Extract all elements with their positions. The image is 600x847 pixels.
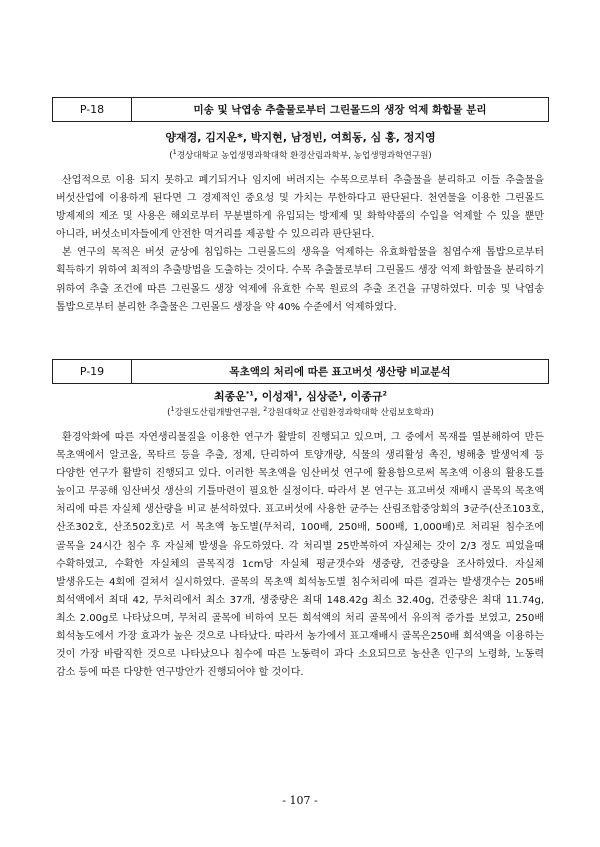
abstract-id: P-18 (53, 98, 132, 121)
affiliation-marker: 2 (263, 405, 268, 414)
author: 양재경 (165, 131, 198, 144)
abstract-title: 목초액의 처리에 따른 표고버섯 생산량 비교분석 (229, 366, 451, 378)
affiliation-marker: 1 (170, 405, 175, 414)
affiliation: ($^1$경상대학교 농업생명과학대학 환경산림과학부, 농업생명과학연구원) (169, 148, 432, 161)
author-marker: 2 (382, 389, 388, 398)
abstract-header-p18 (52, 97, 549, 122)
page-number: - 107 - (282, 794, 318, 807)
paragraph: 본 연구의 목적은 버섯 균상에 침입하는 그린몰드의 생육을 억제하는 유효화합물을 침엽수재 톱밥으로부터 획득하기 위하여 최적의 추출방법을 도출하는 것이다. 수목 추출물로부터 그린몰드 생장 억제 화합물을 분리하기 위하여 추출 조건에 따른 그린몰드 생장 억제에 유효한 수목 원료의 추출 조건을 규명하였다. 미송 및 낙엽송 톱밥으로부터 분리한 추출물은 그린몰드 생장을 약 40% 수준에서 억제하였다. (56, 247, 544, 313)
author-list: 최종운$^{*1}$, 이성재$^1$, 심상준$^1$, 이종규$^2$ (213, 389, 388, 403)
abstract-id: P-19 (53, 360, 132, 383)
author-list: 양재경, 김지운*, 박지현, 남정빈, 여희동, 심 홍, 정지영 (165, 131, 436, 144)
abstract-body (56, 429, 544, 682)
author-marker: 1 (338, 389, 343, 398)
abstract-title: 미송 및 낙엽송 추출물로부터 그린몰드의 생장 억제 화합물 분리 (193, 104, 487, 116)
author: 심상준 (306, 390, 339, 403)
author-marker: 1 (293, 389, 299, 398)
author: 정지영 (403, 131, 436, 144)
paragraph: 환경악화에 따른 자연생리물질을 이용한 연구가 활발히 진행되고 있으며, 그 중에서 목재를 열분해하여 만든 목초액에서 알코올, 목타르 등을 추출, 정제, 단리하여 토양개량, 식물의 생리활성 촉진, 병해충 발생억제 등 다양한 연구가 활발히 진행되고 있다. 이러한 목초액을 임산버섯 연구에 활용함으로써 목초액 이용의 활용도를 높이고 무공해 임산버섯 생산의 기틀마련이 필요한 실정이다. 따라서 본 연구는 표고버섯 재배시 골목의 목초액 처리에 따른 자실체 생산량을 비교 분석하였다. 표고버섯에 사용한 균주는 산림조합중앙회의 3균주(산조103호, 산조302호, 산조502호)로 서 목초액 농도별(무처리, 100배, 250배, 500배, 1,000배)로 처리된 침수조에 골목을 24시간 침수 후 자실체 발생을 유도하였다. 각 처리별 25반복하여 자실체는 갓이 2/3 정도 피었을때 수확하였고, 수확한 자실체의 골목직경 1cm당 자실체 평균갯수와 생중량, 건중량을 조사하였다. 자실체 발생유도는 4회에 걸쳐서 실시하였다. 골목의 목초액 희석농도별 침수처리에 따른 결과는 발생갯수는 205배 희석액에서 최대 42, 무처리에서 최소 37개, 생중량은 최대 148.42g 최소 32.40g, 건중량은 최대 11.74g, 최소 2.00g로 나타났으며, 무처리 골목에 비하여 모든 희석액의 처리 골목에서 유의적 증가를 보였고, 250배 희석농도에서 가장 효과가 높은 것으로 나타났다. 따라서 농가에서 표고재배시 골목은250배 희석액을 이용하는 것이 가장 바람직한 것으로 나타났으나 침수에 따른 노동력이 과다 소요되므로 농산촌 인구의 노령화, 노동력 감소 등에 따른 다양한 연구방안가 진행되어야 할 것이다. (56, 432, 544, 679)
author: 최종운 (213, 390, 246, 403)
author-marker: *1 (245, 389, 254, 398)
affiliation-marker: 1 (172, 148, 177, 157)
author: 이성재 (261, 390, 294, 403)
author: 김지운* (205, 131, 243, 144)
author: 심 홍 (370, 131, 396, 144)
abstract-header-p19 (52, 359, 549, 384)
affiliation-text: 강원도산림개발연구원, (174, 408, 264, 418)
affiliation-text: 경상대학교 농업생명과학대학 환경산림과학부, 농업생명과학연구원 (176, 151, 429, 161)
author: 이종규 (350, 390, 383, 403)
author: 남정빈 (290, 131, 323, 144)
author: 여희동 (330, 131, 363, 144)
affiliation-text: 강원대학교 산림환경과학대학 산림보호학과 (267, 408, 431, 418)
author: 박지현 (250, 131, 283, 144)
affiliation: ($^1$강원도산림개발연구원, $^2$강원대학교 산림환경과학대학 산림보호학과) (167, 405, 434, 418)
abstract-body (56, 172, 544, 317)
paragraph: 산업적으로 이용 되지 못하고 폐기되거나 임지에 버려지는 수목으로부터 추출물을 분리하고 이들 추출물을 버섯산업에 이용하게 된다면 그 경제적인 중요성 및 가치는 무한하다고 판단된다. 천연물을 이용한 그린몰드 방제제의 제조 및 사용은 해외로부터 무분별하게 유입되는 방제제 및 화학약품의 수입을 억제할 수 있을 뿐만 아니라, 버섯소비자들에게 안전한 먹거리를 제공할 수 있으리라 판단된다. (56, 175, 544, 241)
